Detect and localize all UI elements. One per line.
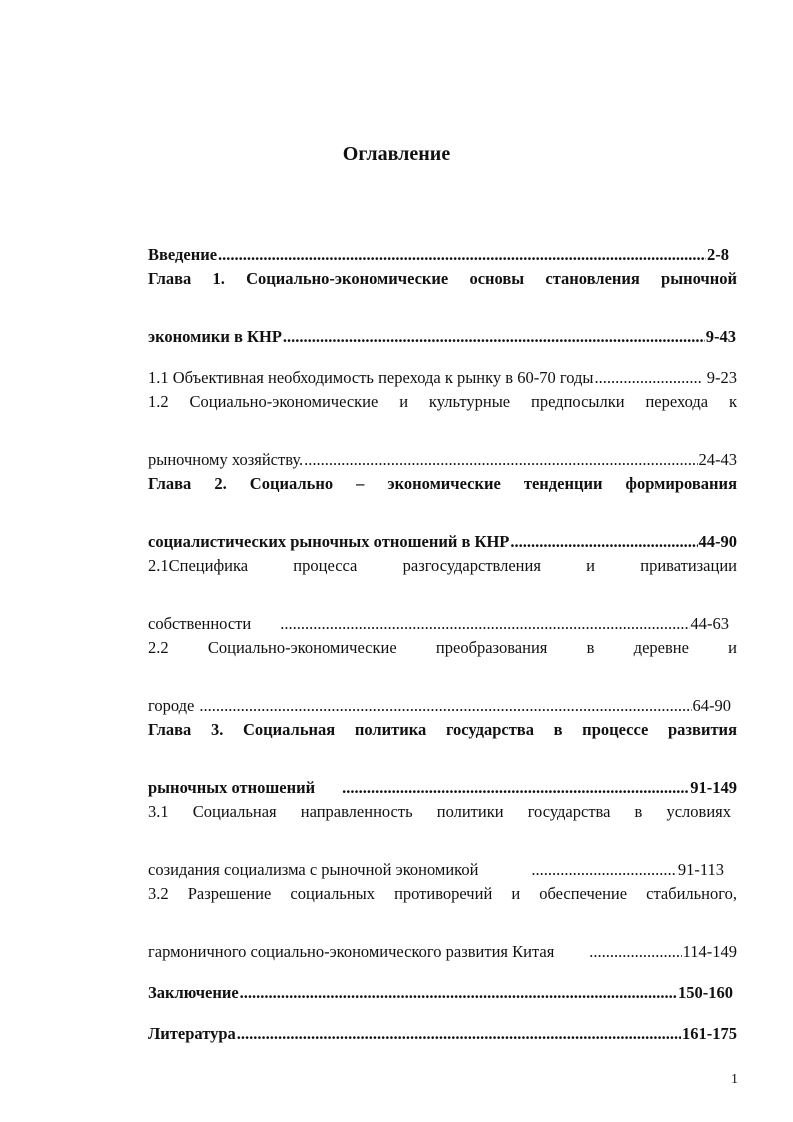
toc-entry-title-line1: 2.2 Социально-экономические преобразования в деревне и [148, 638, 737, 657]
toc-entry-title-line1: 3.1 Социальная направленность политики государства в условиях [148, 802, 731, 821]
toc-entry-title: городе [148, 696, 195, 715]
toc-leader-dots [283, 325, 705, 349]
toc-entry-pages: 44-63 [690, 614, 729, 633]
toc-section-3-1 [148, 841, 724, 882]
toc-entry-pages: 114-149 [682, 942, 737, 961]
toc-leader-dots [531, 858, 676, 882]
toc-literature [148, 1005, 737, 1046]
toc-entry-title-line1: 3.2 Разрешение социальных противоречий и обеспечение стабильного, [148, 884, 737, 903]
toc-section-1-2 [148, 431, 737, 472]
toc-entry-title-line1: 1.2 Социально-экономические и культурные предпосылки перехода к [148, 392, 737, 411]
toc-entry-title: гармоничного социально-экономического развития Китая [148, 942, 555, 961]
toc-chapter-2 [148, 513, 737, 554]
toc-entry-title: экономики в КНР [148, 327, 282, 346]
toc-section-3-2-line1 [148, 882, 737, 923]
toc-conclusion [148, 964, 733, 1005]
table-of-contents [148, 226, 737, 1046]
toc-entry-introduction [148, 226, 729, 267]
toc-section-3-2 [148, 923, 737, 964]
toc-entry-title-line1: Глава 3. Социальная политика государства в процессе развития [148, 720, 737, 739]
toc-section-2-1 [148, 595, 729, 636]
toc-entry-title: социалистических рыночных отношений в КНР [148, 532, 510, 551]
toc-entry-title-line1: 2.1Специфика процесса разгосударствления и приватизации [148, 556, 737, 575]
toc-leader-dots [199, 694, 691, 718]
toc-entry-title-line1: Глава 2. Социально – экономические тенденции формирования [148, 474, 737, 493]
toc-chapter-1 [148, 308, 736, 349]
toc-leader-dots [589, 940, 681, 964]
toc-entry-pages: 91-149 [690, 778, 737, 797]
toc-section-2-1-line1 [148, 554, 737, 595]
toc-leader-dots [304, 448, 697, 472]
toc-entry-pages: 150-160 [678, 983, 733, 1002]
toc-entry-title: Литература [148, 1024, 236, 1043]
toc-leader-dots [240, 981, 677, 1005]
toc-section-1-1 [148, 349, 737, 390]
toc-leader-dots [237, 1022, 681, 1046]
toc-entry-pages: 91-113 [677, 860, 724, 879]
toc-entry-title-line1: Глава 1. Социально-экономические основы становления рыночной [148, 269, 737, 288]
toc-section-1-2-line1 [148, 390, 737, 431]
toc-leader-dots [510, 530, 697, 554]
toc-entry-title: Введение [148, 245, 218, 264]
toc-leader-dots [218, 243, 706, 267]
toc-leader-dots [342, 776, 689, 800]
toc-entry-title: Заключение [148, 983, 239, 1002]
toc-entry-title: собственности [148, 614, 252, 633]
toc-entry-pages: 64-90 [692, 696, 731, 715]
toc-leader-dots [280, 612, 689, 636]
toc-chapter-3-line1 [148, 718, 737, 759]
toc-chapter-1-line1 [148, 267, 737, 308]
toc-chapter-2-line1 [148, 472, 737, 513]
toc-entry-pages: 2-8 [707, 245, 729, 264]
toc-entry-pages: 161-175 [682, 1024, 737, 1043]
toc-entry-title: рыночному хозяйству. [148, 450, 304, 469]
toc-section-2-2-line1 [148, 636, 737, 677]
toc-leader-dots [594, 366, 700, 390]
toc-entry-pages: 24-43 [698, 450, 737, 469]
toc-entry-title: рыночных отношений [148, 778, 316, 797]
toc-chapter-3 [148, 759, 737, 800]
toc-section-2-2 [148, 677, 731, 718]
page-number: 1 [731, 1072, 738, 1087]
page-title: Оглавление [342, 143, 451, 165]
toc-entry-pages: 9-23 [706, 368, 737, 387]
toc-entry-title: 1.1 Объективная необходимость перехода к рынку в 60-70 годы [148, 368, 594, 387]
toc-entry-title: созидания социализма с рыночной экономикой [148, 860, 479, 879]
toc-section-3-1-line1 [148, 800, 731, 841]
toc-entry-pages: 9-43 [705, 327, 736, 346]
toc-entry-pages: 44-90 [698, 532, 737, 551]
